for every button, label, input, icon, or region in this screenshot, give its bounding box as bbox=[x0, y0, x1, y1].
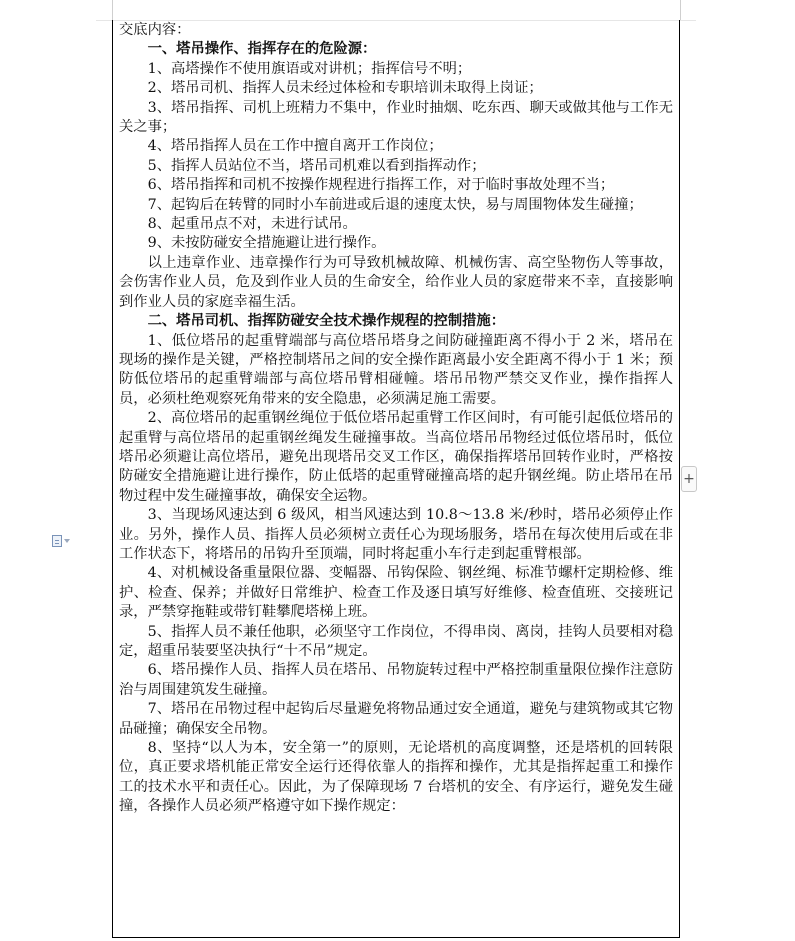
hazard-item: 9、未按防碰安全措施避让进行操作。 bbox=[147, 235, 386, 252]
margin-corner-right bbox=[680, 0, 681, 20]
content-label: 交底内容： bbox=[119, 22, 191, 38]
hazard-item: 5、指挥人员站位不当，塔吊司机难以看到指挥动作； bbox=[147, 157, 486, 174]
control-item: 4、对机械设备重量限位器、变幅器、吊钩保险、钢丝绳、标准节螺杆定期检修、维护、检查、保养；并做好日常维护、检查工作及逐日填写好维修、检查值班、交接班记录，严禁穿拖鞋或带钉鞋攀爬塔梯上班。 bbox=[119, 565, 673, 621]
control-item: 7、塔吊在吊物过程中起钩后尽量避免将物品通过安全通道，避免与建筑物或其它物品碰撞；确保安全吊物。 bbox=[119, 701, 673, 737]
section-heading-hazards: 一、塔吊操作、指挥存在的危险源： bbox=[147, 41, 377, 58]
control-item: 1、低位塔吊的起重臂端部与高位塔吊塔身之间防碰撞距离不得小于 2 米，塔吊在现场的操作是关键，严格控制塔吊之间的安全操作距离最小安全距离不得小于 1 米；预防低位塔吊的起重臂端部与高位塔吊臂相碰幢。塔吊吊物严禁交叉作业，操作指挥人员，必须杜绝观察死角带来的安全隐患，必须满足施工需要。 bbox=[119, 332, 673, 407]
control-item: 2、高位塔吊的起重钢丝绳位于低位塔吊起重臂工作区间时，有可能引起低位塔吊的起重臂与高位塔吊的起重钢丝绳发生碰撞事故。当高位塔吊吊物经过低位塔吊时，低位塔吊必须避让高位塔吊，避免出现塔吊交叉工作区，确保指挥塔吊回转作业时，严格按防碰安全措施避让进行操作，防止低塔的起重臂碰撞高塔的起升钢丝绳。防止塔吊在吊物过程中发生碰撞事故，确保安全运物。 bbox=[119, 410, 673, 504]
hazard-item: 8、起重吊点不对，未进行试吊。 bbox=[147, 216, 357, 233]
hazard-item: 7、起钩后在转臂的同时小车前进或后退的速度太快，易与周围物体发生碰撞； bbox=[147, 196, 643, 213]
hazard-item: 4、塔吊指挥人员在工作中擅自离开工作岗位； bbox=[147, 138, 443, 155]
control-item: 6、塔吊操作人员、指挥人员在塔吊、吊物旋转过程中严格控制重量限位操作注意防治与周围建筑发生碰撞。 bbox=[119, 662, 673, 698]
hazard-item: 6、塔吊指挥和司机不按操作规程进行指挥工作，对于临时事故处理不当； bbox=[147, 177, 615, 194]
section-heading-controls: 二、塔吊司机、指挥防碰安全技术操作规程的控制措施： bbox=[147, 313, 506, 330]
add-row-button[interactable]: + bbox=[681, 466, 697, 492]
hazard-summary: 以上违章作业、违章操作行为可导致机械故障、机械伤害、高空坠物伤人等事故，会伤害作业人员，危及到作业人员的生命安全，给作业人员的家庭带来不幸，直接影响到作业人员的家庭幸福生活。 bbox=[119, 254, 673, 310]
margin-corner-left bbox=[112, 0, 113, 20]
control-item: 5、指挥人员不兼任他职，必须坚守工作岗位，不得串岗、离岗，挂钩人员要相对稳定，超重吊装要坚决执行“十不吊”规定。 bbox=[119, 623, 673, 659]
document-content bbox=[113, 20, 679, 817]
control-item: 8、坚持“以人为本，安全第一”的原则，无论塔机的高度调整，还是塔机的回转限位，真正要求塔机能正常安全运行还得依靠人的指挥和操作，尤其是指挥起重工和操作工的技术水平和责任心。因此，为了保障现场 7 台塔机的安全、有序运行，避免发生碰撞，各操作人员必须严格遵守如下操作规定： bbox=[119, 740, 673, 815]
hazard-item: 1、高塔操作不使用旗语或对讲机；指挥信号不明； bbox=[147, 60, 472, 77]
control-item: 3、当现场风速达到 6 级风，相当风速达到 10.8～13.8 米/秒时，塔吊必须停止作业。另外，操作人员、指挥人员必须树立责任心为现场服务，塔吊在每次使用后或在非工作状态下，将塔吊的吊钩升至顶端，同时将起重小车行走到起重臂根部。 bbox=[119, 507, 673, 562]
chevron-down-icon bbox=[64, 539, 70, 543]
paragraph-options-button[interactable] bbox=[52, 534, 76, 548]
document-icon bbox=[52, 535, 62, 547]
page-top-margin bbox=[96, 0, 696, 21]
document-table-cell[interactable] bbox=[112, 20, 680, 938]
hazard-item: 2、塔吊司机、指挥人员未经过体检和专职培训未取得上岗证； bbox=[147, 80, 543, 97]
hazard-item: 3、塔吊指挥、司机上班精力不集中，作业时抽烟、吃东西、聊天或做其他与工作无关之事； bbox=[119, 99, 673, 136]
